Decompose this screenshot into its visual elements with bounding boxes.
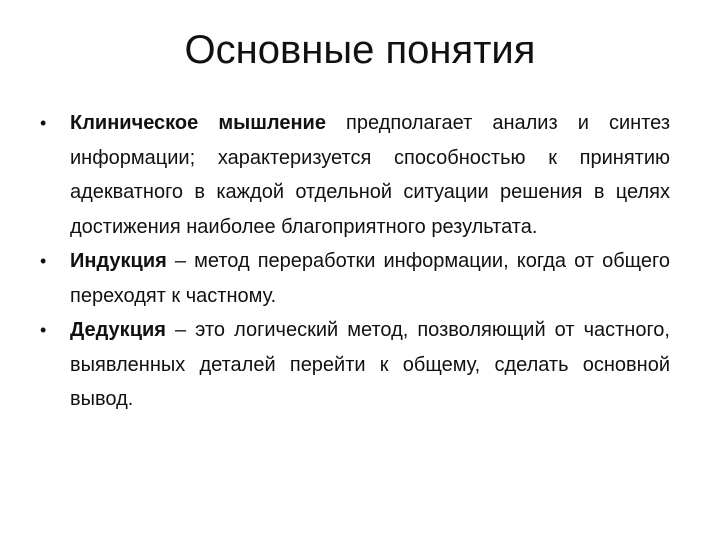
bullet-term: Дедукция xyxy=(70,319,166,341)
bullet-dot-icon: • xyxy=(40,251,47,271)
bullet-text: – метод переработки информации, когда от общего переходят к частному. xyxy=(70,250,670,307)
bullet-term: Клиническое мышление xyxy=(70,112,326,134)
bullet-text: – это логический метод, позволяющий от частного, выявленных деталей перейти к общему, сделать основной вывод. xyxy=(70,319,670,410)
bullet-item-clinical-thinking xyxy=(40,106,670,244)
bullet-text: предполагает анализ и синтез информации; характеризуется способностью к принятию адекватного в каждой отдельной ситуации решения в целях достижения наиболее благоприятного результата. xyxy=(70,112,670,238)
bullet-list xyxy=(40,106,670,417)
bullet-item-deduction xyxy=(40,313,670,417)
slide-title: Основные понятия xyxy=(184,28,536,72)
bullet-dot-icon: • xyxy=(40,113,47,133)
bullet-dot-icon: • xyxy=(40,320,47,340)
bullet-item-induction xyxy=(40,244,670,313)
bullet-term: Индукция xyxy=(70,250,167,272)
